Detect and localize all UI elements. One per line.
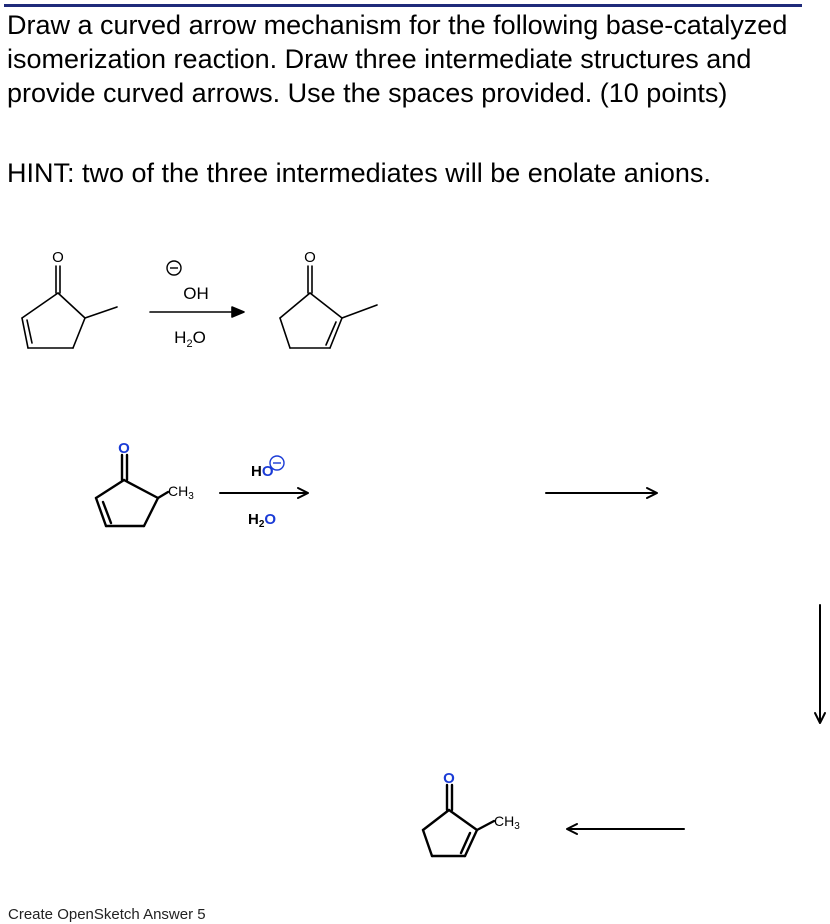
product-1-oxygen: O (304, 249, 316, 266)
question-line-3: provide curved arrows. Use the spaces provided. (10 points) (7, 78, 728, 108)
down-arrow (815, 605, 825, 723)
reagent-2-hydroxide: HO (251, 463, 274, 480)
product-2-methyl: $CH_3$ (494, 813, 520, 832)
reactant-2-oxygen: O (118, 440, 130, 457)
question-line-2: isomerization reaction. Draw three intermediate structures and (7, 44, 752, 74)
reagent-1-water: $H_2O$ (174, 328, 206, 350)
reactant-2-structure (96, 455, 168, 526)
product-1-structure (280, 266, 377, 348)
hint-text: HINT: two of the three intermediates will be enolate anions. (7, 158, 711, 188)
reagent-1-hydroxide: OH (183, 284, 209, 303)
reactant-2-methyl: $CH_3$ (168, 483, 194, 502)
reagent-2-water: $H_2O$ (248, 511, 277, 530)
footer-link[interactable]: Create OpenSketch Answer 5 (8, 906, 206, 923)
reaction-arrow-1 (150, 307, 244, 317)
product-2-oxygen: O (443, 770, 455, 787)
question-line-1: Draw a curved arrow mechanism for the following base-catalyzed (7, 10, 788, 40)
back-arrow (567, 824, 684, 834)
product-2-structure (423, 785, 494, 856)
reaction-arrow-2 (220, 488, 308, 498)
reactant-1-structure (22, 266, 117, 348)
reactant-1-oxygen: O (52, 249, 64, 266)
intermediate-arrow (546, 488, 657, 498)
